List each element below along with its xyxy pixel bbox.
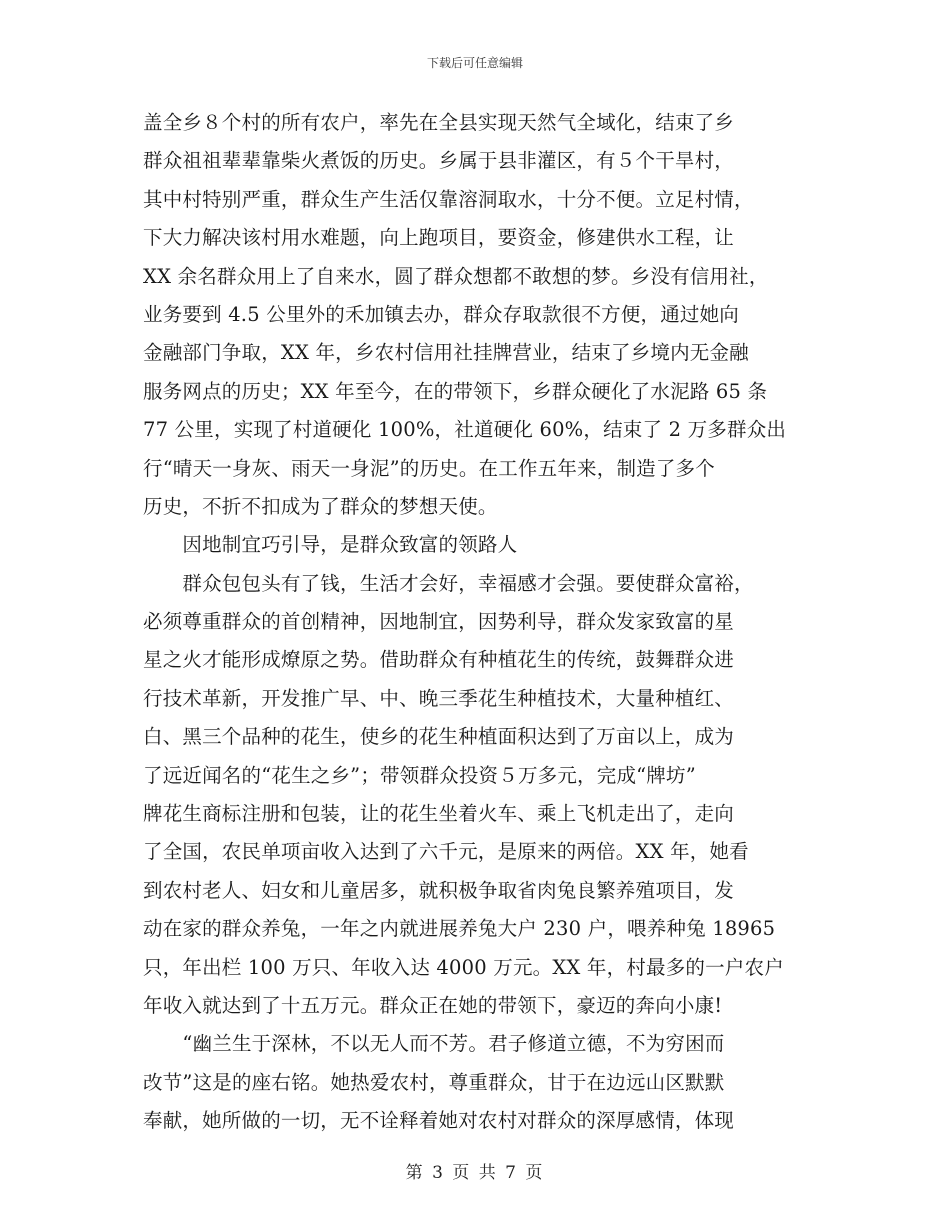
page-number-footer: 第 3 页 共 7 页 xyxy=(405,1163,545,1183)
text-line: 77 公里，实现了村道硬化 100%，社道硬化 60%，结束了 2 万多群众出 xyxy=(143,418,787,442)
text-line: 行技术革新，开发推广早、中、晚三季花生种植技术，大量种植红、 xyxy=(143,686,735,710)
text-line: 盖全乡８个村的所有农户，率先在全县实现天然气全域化，结束了乡 xyxy=(143,111,735,134)
text-line: 星之火才能形成燎原之势。借助群众有种植花生的传统，鼓舞群众进 xyxy=(143,648,735,672)
text-line: 改节”这是的座右铭。她热爱农村，尊重群众，甘于在边远山区默默 xyxy=(143,1070,725,1094)
text-line: 白、黑三个品种的花生，使乡的花生种植面积达到了万亩以上，成为 xyxy=(143,725,735,749)
text-line: 群众祖祖辈辈靠柴火煮饭的历史。乡属于县非灌区，有５个干旱村， xyxy=(143,149,735,173)
text-line: 牌花生商标注册和包装，让的花生坐着火车、乘上飞机走出了，走向 xyxy=(143,802,735,826)
text-line: 其中村特别严重，群众生产生活仅靠溶洞取水，十分不便。立足村情， xyxy=(143,187,754,211)
text-line: 历史，不折不扣成为了群众的梦想天使。 xyxy=(143,494,498,518)
text-line: 下大力解决该村用水难题，向上跑项目，要资金，修建供水工程，让 xyxy=(143,226,735,250)
text-line: 了远近闻名的“花生之乡”；带领群众投资５万多元，完成“牌坊” xyxy=(143,763,696,787)
text-line: 了全国，农民单项亩收入达到了六千元，是原来的两倍。XX 年，她看 xyxy=(143,840,749,864)
text-line: 到农村老人、妇女和儿童居多，就积极争取省肉兔良繁养殖项目，发 xyxy=(143,878,735,902)
text-line: XX 余名群众用上了自来水，圆了群众想都不敢想的梦。乡没有信用社， xyxy=(143,264,769,288)
text-line: “幽兰生于深林，不以无人而不芳。君子修道立德，不为穷困而 xyxy=(143,1032,725,1056)
text-line: 动在家的群众养兔，一年之内就进展养兔大户 230 户，喂养种兔 18965 xyxy=(143,917,776,941)
text-line: 金融部门争取，XX 年，乡农村信用社挂牌营业，结束了乡境内无金融 xyxy=(143,341,749,365)
text-line: 业务要到 4.5 公里外的禾加镇去办，群众存取款很不方便，通过她向 xyxy=(143,302,740,326)
text-line: 年收入就达到了十五万元。群众正在她的带领下，豪迈的奔向小康! xyxy=(143,993,723,1017)
page-header: 下载后可任意编辑 xyxy=(426,56,523,70)
text-line: 只，年出栏 100 万只、年收入达 4000 万元。XX 年，村最多的一户农户 xyxy=(143,955,784,979)
text-line: 必须尊重群众的首创精神，因地制宜，因势利导，群众发家致富的星 xyxy=(143,610,735,634)
text-line: 行“晴天一身灰、雨天一身泥”的历史。在工作五年来，制造了多个 xyxy=(143,456,715,480)
text-line: 服务网点的历史；XX 年至今，在的带领下，乡群众硬化了水泥路 65 条 xyxy=(143,379,768,403)
text-line: 奉献，她所做的一切，无不诠释着她对农村对群众的深厚感情，体现 xyxy=(143,1109,735,1133)
body-text xyxy=(143,104,811,1141)
section-heading: 因地制宜巧引导，是群众致富的领路人 xyxy=(143,533,518,557)
text-line: 群众包包头有了钱，生活才会好，幸福感才会强。要使群众富裕， xyxy=(143,571,754,595)
